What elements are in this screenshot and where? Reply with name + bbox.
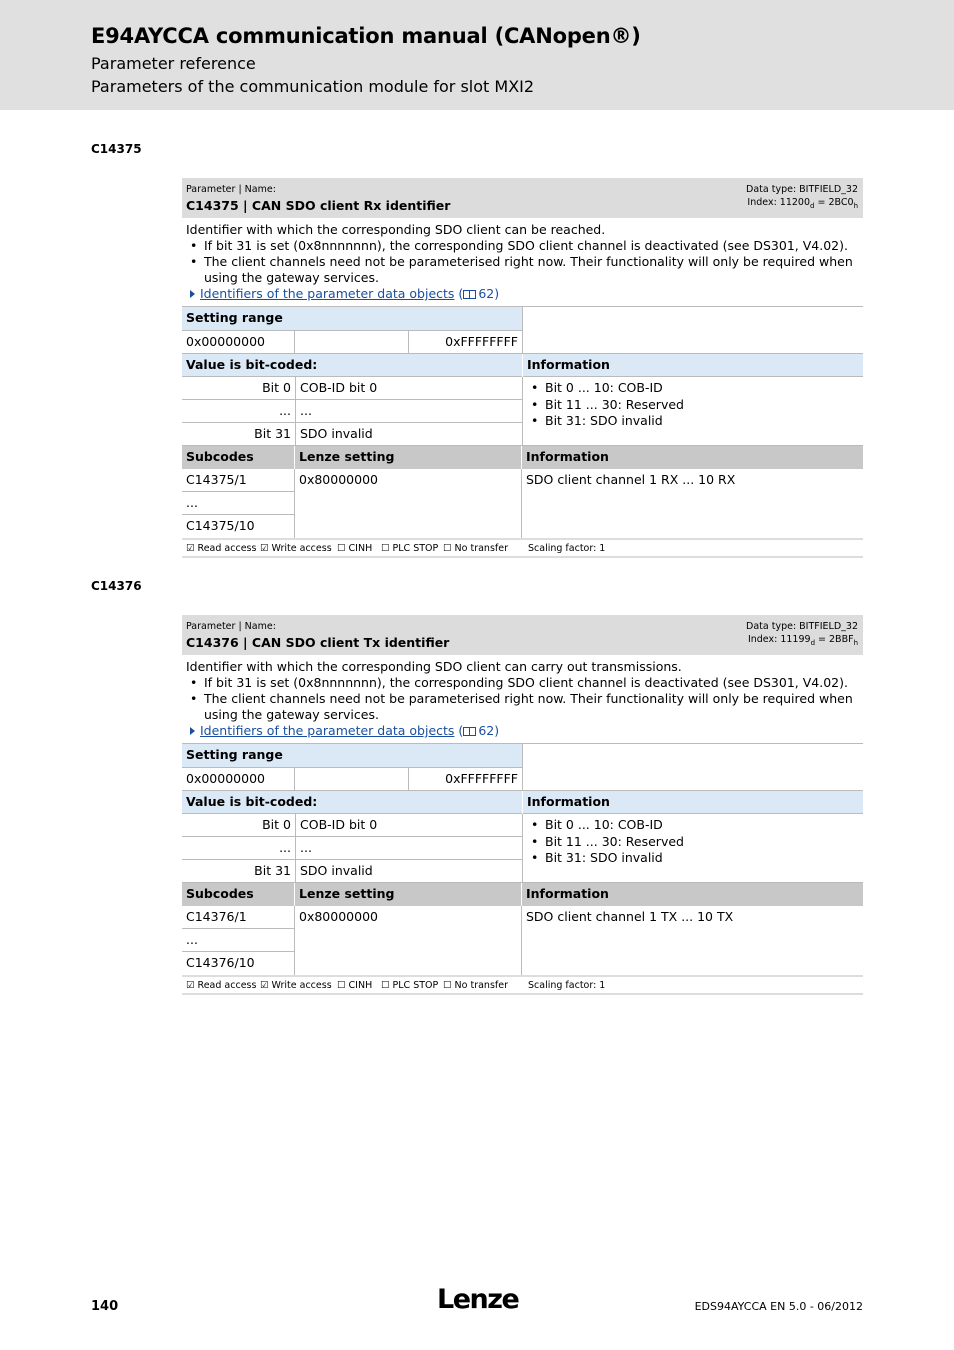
setting-range-header: Setting range [182, 744, 522, 768]
info-item: • Bit 0 ... 10: COB-ID [527, 817, 859, 834]
scaling-factor: Scaling factor: 1 [528, 980, 606, 991]
param-index: Index: $11200_d = 2BC0_h$ [747, 197, 858, 210]
cross-reference-link[interactable]: Identifiers of the parameter data objects ( 62) [186, 286, 859, 302]
bit-name: ... [296, 400, 522, 423]
parameter-block [182, 615, 863, 995]
description-bullet: • If bit 31 is set (0x8nnnnnnn), the corresponding SDO client channel is deactivated (see DS301, V4.02). [186, 238, 859, 254]
bit-label: ... [182, 837, 296, 860]
sub-information-header: Information [522, 446, 863, 469]
param-name: C14375 | CAN SDO client Rx identifier [186, 198, 451, 213]
bit-name: SDO invalid [296, 423, 522, 446]
data-type: Data type: BITFIELD_32 [746, 621, 858, 632]
subcode: C14375/10 [182, 515, 295, 538]
param-name-label: Parameter | Name: [186, 184, 276, 195]
plc-stop: ☐ PLC STOP [381, 980, 439, 991]
page-number: 140 [91, 1299, 119, 1314]
read-access: ☑ Read access [186, 543, 257, 554]
access-footer [182, 975, 863, 995]
read-access: ☑ Read access [186, 980, 257, 991]
parameter-header [182, 615, 863, 655]
cinh: ☐ CINH [337, 980, 373, 991]
description-bullet: • The client channels need not be parameterised right now. Their functionality will only be required when using the gateway services. [186, 691, 859, 723]
description-text: Identifier with which the corresponding SDO client can carry out transmissions. [186, 659, 682, 674]
range-spacer [295, 768, 409, 791]
subcode-information: SDO client channel 1 TX ... 10 TX [526, 909, 734, 924]
info-item: • Bit 31: SDO invalid [527, 413, 859, 430]
subcodes-header: Subcodes [182, 446, 295, 469]
lenze-setting: 0x80000000 [295, 469, 522, 538]
parameter-table [182, 307, 863, 542]
subcode: C14376/1 [182, 906, 295, 929]
param-heading: C14375 [91, 142, 142, 156]
info-item: • Bit 11 ... 30: Reserved [527, 834, 859, 851]
subcode: ... [182, 492, 295, 515]
subcodes-header: Subcodes [182, 883, 295, 906]
subcode: C14376/10 [182, 952, 295, 975]
bit-information [522, 814, 863, 883]
scaling-factor: Scaling factor: 1 [528, 543, 606, 554]
range-min: 0x00000000 [182, 331, 295, 354]
parameter-header [182, 178, 863, 218]
document-title: E94AYCCA communication manual (CANopen®) [91, 24, 641, 48]
sub-information-header: Information [522, 883, 863, 906]
bitcoded-header: Value is bit-coded: [182, 354, 522, 377]
chapter-title: Parameter reference [91, 54, 256, 73]
bit-label: Bit 31 [182, 423, 296, 446]
section-title: Parameters of the communication module for slot MXI2 [91, 77, 535, 96]
bit-information [522, 377, 863, 446]
param-index: Index: $11199_d = 2BBF_h$ [747, 634, 858, 647]
no-transfer: ☐ No transfer [443, 543, 508, 554]
bit-name: COB-ID bit 0 [296, 814, 522, 837]
subcode: C14375/1 [182, 469, 295, 492]
empty-cell [522, 744, 863, 791]
parameter-description [182, 218, 863, 307]
range-max: 0xFFFFFFFF [409, 331, 522, 354]
write-access: ☑ Write access [260, 543, 332, 554]
data-type: Data type: BITFIELD_32 [746, 184, 858, 195]
info-item: • Bit 11 ... 30: Reserved [527, 397, 859, 414]
bit-name: ... [296, 837, 522, 860]
description-bullet: • The client channels need not be parameterised right now. Their functionality will only be required when using the gateway services. [186, 254, 859, 286]
lenze-setting: 0x80000000 [295, 906, 522, 975]
book-icon [463, 290, 476, 299]
description-bullet: • If bit 31 is set (0x8nnnnnnn), the corresponding SDO client channel is deactivated (see DS301, V4.02). [186, 675, 859, 691]
parameter-description [182, 655, 863, 744]
document-reference: EDS94AYCCA EN 5.0 - 06/2012 [694, 1300, 863, 1313]
info-item: • Bit 0 ... 10: COB-ID [527, 380, 859, 397]
bit-name: SDO invalid [296, 860, 522, 883]
setting-range-header: Setting range [182, 307, 522, 331]
lenze-setting-header: Lenze setting [295, 883, 522, 906]
bit-label: Bit 31 [182, 860, 296, 883]
cross-reference-link[interactable]: Identifiers of the parameter data objects ( 62) [186, 723, 859, 739]
range-max: 0xFFFFFFFF [409, 768, 522, 791]
bit-label: ... [182, 400, 296, 423]
subcode: ... [182, 929, 295, 952]
access-footer [182, 538, 863, 558]
parameter-table [182, 744, 863, 979]
empty-cell [522, 307, 863, 354]
no-transfer: ☐ No transfer [443, 980, 508, 991]
range-spacer [295, 331, 409, 354]
info-item: • Bit 31: SDO invalid [527, 850, 859, 867]
bit-label: Bit 0 [182, 377, 296, 400]
parameter-block [182, 178, 863, 558]
param-name: C14376 | CAN SDO client Tx identifier [186, 635, 450, 650]
information-header: Information [523, 791, 863, 814]
subcode-information: SDO client channel 1 RX ... 10 RX [526, 472, 736, 487]
bit-name: COB-ID bit 0 [296, 377, 522, 400]
lenze-logo: Lenze [437, 1284, 519, 1315]
range-min: 0x00000000 [182, 768, 295, 791]
book-icon [463, 727, 476, 736]
information-header: Information [523, 354, 863, 377]
bitcoded-header: Value is bit-coded: [182, 791, 522, 814]
write-access: ☑ Write access [260, 980, 332, 991]
cinh: ☐ CINH [337, 543, 373, 554]
description-text: Identifier with which the corresponding SDO client can be reached. [186, 222, 606, 237]
plc-stop: ☐ PLC STOP [381, 543, 439, 554]
param-name-label: Parameter | Name: [186, 621, 276, 632]
param-heading: C14376 [91, 579, 142, 593]
lenze-setting-header: Lenze setting [295, 446, 522, 469]
bit-label: Bit 0 [182, 814, 296, 837]
